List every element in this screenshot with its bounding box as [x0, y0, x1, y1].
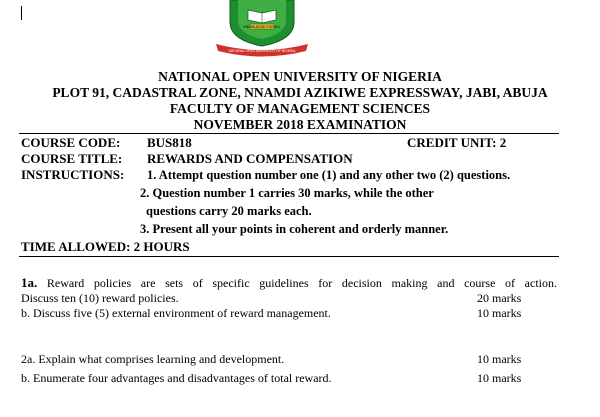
question-1b: b. Discuss five (5) external environment of reward management.: [21, 306, 331, 320]
instruction-2-continued: questions carry 20 marks each.: [146, 204, 312, 218]
course-code-label: COURSE CODE:: [21, 135, 121, 150]
credit-unit: CREDIT UNIT: 2: [407, 135, 507, 150]
question-2a: 2a. Explain what comprises learning and development.: [21, 352, 285, 366]
header-divider-bottom: [19, 256, 559, 257]
header-divider-top: [19, 133, 559, 134]
question-2b-marks: 10 marks: [477, 371, 522, 385]
logo-ribbon-text: NATIONAL OPEN UNIVERSITY OF NIGERIA: [228, 49, 296, 53]
question-1a-intro: [21, 276, 557, 290]
time-allowed: TIME ALLOWED: 2 HOURS: [21, 239, 190, 254]
logo-motto: KNOWLEDGE FOR ALL: [243, 25, 281, 29]
question-1a-text: Reward policies are sets of specific guidelines for decision making and course of action.: [46, 276, 557, 290]
course-title-label: COURSE TITLE:: [21, 151, 123, 166]
question-2a-marks: 10 marks: [477, 352, 522, 366]
course-code: BUS818: [147, 135, 192, 150]
question-1b-marks: 10 marks: [477, 306, 522, 320]
instruction-3: 3. Present all your points in coherent and orderly manner.: [140, 222, 449, 236]
university-address: PLOT 91, CADASTRAL ZONE, NNAMDI AZIKIWE EXPRESSWAY, JABI, ABUJA: [52, 85, 548, 100]
instruction-2: 2. Question number 1 carries 30 marks, while the other: [140, 186, 434, 200]
text-cursor: [21, 6, 22, 20]
question-2b: b. Enumerate four advantages and disadvantages of total reward.: [21, 371, 332, 385]
faculty-name: FACULTY OF MANAGEMENT SCIENCES: [169, 101, 431, 116]
university-logo: [212, 0, 312, 58]
university-name: NATIONAL OPEN UNIVERSITY OF NIGERIA: [158, 69, 442, 84]
question-1a-task: Discuss ten (10) reward policies.: [21, 291, 179, 305]
course-title: REWARDS AND COMPENSATION: [147, 151, 353, 166]
question-1a-marks: 20 marks: [477, 291, 522, 305]
exam-session: NOVEMBER 2018 EXAMINATION: [193, 117, 407, 132]
question-number-1a: 1a.: [21, 275, 38, 290]
instructions-label: INSTRUCTIONS:: [21, 167, 125, 182]
instruction-1: 1. Attempt question number one (1) and any other two (2) questions.: [147, 168, 511, 182]
